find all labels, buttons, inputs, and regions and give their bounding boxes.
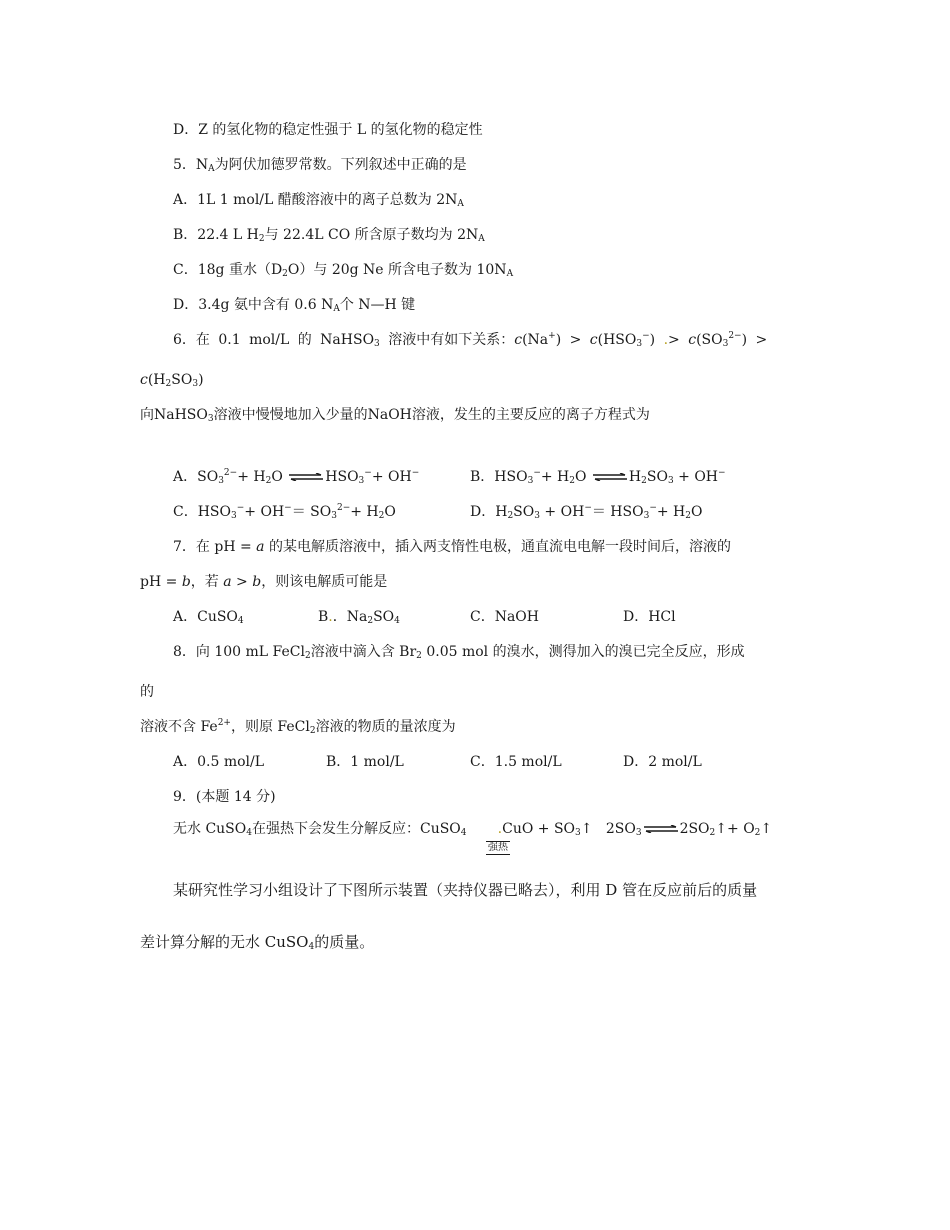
q6-stem-line3: 向NaHSO$_3$溶液中慢慢地加入少量的NaOH溶液，发生的主要反应的离子方程式为 [140, 407, 650, 424]
q8-option-d: D．2 mol/L [623, 754, 702, 770]
q7-option-a: A．CuSO$_4$ [173, 609, 244, 626]
q4-option-d: D．Z 的氢化物的稳定性强于 L 的氢化物的稳定性 [173, 122, 483, 138]
q8-option-a: A．0.5 mol/L [173, 754, 265, 770]
q5-option-c: C．18g 重水$(D_2O)$与 20g Ne 所含电子数为 $10N_A$ [173, 262, 514, 279]
reaction-condition-label: 强热 [488, 842, 508, 853]
q6-option-d: D．$H_2SO_3 + OH^-= HSO_3^-+ H_2O$ [470, 503, 703, 521]
q5-option-a: A．1L 1 mol/L 醋酸溶液中的离子总数为 $2N_A$ [173, 192, 464, 209]
q8-option-b: B．1 mol/L [326, 754, 404, 770]
q7-option-c: C．NaOH [470, 609, 539, 625]
q8-option-c: C．1.5 mol/L [470, 754, 562, 770]
q9-paragraph-line1: 某研究性学习小组设计了下图所示装置（夹持仪器已略去），利用 D 管在反应前后的质量 [173, 881, 758, 899]
equilibrium-arrow-icon [593, 473, 627, 481]
q8-stem-line2: 的 [140, 684, 154, 700]
q6-stem-line1: 6．在 0.1 mol/L 的 NaHSO$_3$ 溶液中有如下关系：$c(Na^+) > c(HSO_3^-)$ .> $c(SO_3^{2-})$ > [173, 331, 768, 349]
q8-stem-line1: 8．向 100 mL FeCl$_2$溶液中滴入含 $Br_2$ 0.05 mol 的溴水，测得加入的溴已完全反应，形成 [173, 644, 745, 661]
q6-option-a: A．$SO_3^{2-}+ H_2O$ $HSO_3^-+ OH^-$ [173, 468, 420, 486]
q8-stem-line3: 溶液不含 $Fe^{2+}$，则原 FeCl$_2$溶液的物质的量浓度为 [140, 718, 456, 736]
q7-option-b: B.．$Na_2SO_4$ [318, 609, 400, 626]
q6-stem-line2: $c(H_2SO_3)$ [140, 372, 204, 389]
q9-heading: 9．(本题 14 分) [173, 789, 276, 805]
equilibrium-arrow-icon [289, 473, 323, 481]
q6-option-b: B．$HSO_3^-+ H_2O$ $H_2SO_3 + OH^-$ [470, 468, 726, 486]
q5-stem: 5．$N_A$为阿伏加德罗常数。下列叙述中正确的是 [173, 157, 467, 174]
q9-reaction-line: 无水 CuSO$_4$在强热下会发生分解反应：CuSO$_4$ $.CuO + SO_3↑$ $2SO_3$ $2SO_2↑+$ $O_2↑$ [173, 821, 773, 838]
q6-option-c: C．$HSO_3^-+ OH^-= SO_3^{2-}+ H_2O$ [173, 503, 396, 521]
equilibrium-arrow-icon [644, 825, 678, 833]
q7-option-d: D．HCl [623, 609, 676, 625]
q5-option-d: D．3.4g 氨中含有 0.6 $N_A$个 N—H 键 [173, 297, 416, 314]
q9-paragraph-line2: 差计算分解的无水 CuSO$_4$的质量。 [140, 933, 375, 952]
q5-option-b: B．22.4 L $H_2$与 22.4L CO 所含原子数均为 $2N_A$ [173, 227, 485, 244]
q7-stem-line1: 7．在 pH = a 的某电解质溶液中，插入两支惰性电极，通直流电电解一段时间后，溶液的 [173, 539, 731, 555]
q7-stem-line2: pH = b，若 a > b，则该电解质可能是 [140, 574, 388, 590]
